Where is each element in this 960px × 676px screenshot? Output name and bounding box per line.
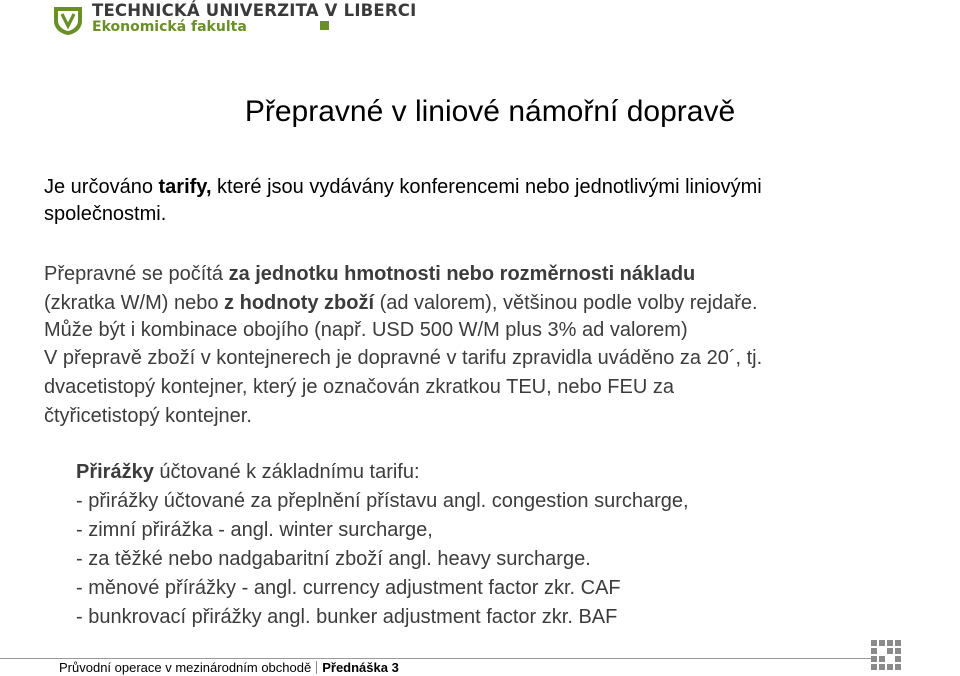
footer-course: Průvodní operace v mezinárodním obchodě (59, 660, 312, 675)
slide-title: Přepravné v liniové námořní dopravě (244, 95, 736, 128)
p2-line-5: dvacetistopý kontejner, který je označován zkratkou TEU, nebo FEU za (44, 376, 674, 398)
p1-line-1: Je určováno tarify, které jsou vydávány konferencemi nebo jednotlivými liniovými (44, 176, 762, 198)
p1-line-2: společnostmi. (44, 203, 167, 225)
surcharge-item: - bunkrovací přirážky angl. bunker adjustment factor zkr. BAF (76, 606, 618, 628)
footer-lecture: Přednáška 3 (322, 660, 399, 675)
surcharge-item: - zimní přirážka - angl. winter surcharge, (76, 519, 433, 541)
faculty-name: Ekonomická fakulta (92, 19, 247, 35)
footer (59, 660, 399, 676)
surcharge-item: - přirážky účtované za přeplnění přístavu angl. congestion surcharge, (76, 490, 689, 512)
surcharge-item: - měnové přírážky - angl. currency adjustment factor zkr. CAF (76, 577, 621, 599)
university-name: TECHNICKÁ UNIVERZITA V LIBERCI (92, 1, 417, 20)
p2-line-1: Přepravné se počítá za jednotku hmotnosti nebo rozměrnosti nákladu (44, 263, 696, 285)
p2-line-2: (zkratka W/M) nebo z hodnoty zboží (ad valorem), většinou podle volby rejdaře. (44, 292, 758, 314)
p2-line-6: čtyřicetistopý kontejner. (44, 405, 252, 427)
grid-logo-icon (871, 640, 903, 672)
surcharges-heading: Přirážky účtované k základnímu tarifu: (76, 461, 420, 483)
logo-square-icon (320, 21, 329, 30)
footer-separator (316, 661, 317, 674)
surcharge-item: - za těžké nebo nadgabaritní zboží angl. heavy surcharge. (76, 548, 591, 570)
p2-line-3: Může být i kombinace obojího (např. USD 500 W/M plus 3% ad valorem) (44, 319, 688, 341)
university-logo-icon (52, 4, 84, 36)
p2-line-4: V přepravě zboží v kontejnerech je dopravné v tarifu zpravidla uváděno za 20´, tj. (44, 347, 763, 369)
footer-divider (0, 658, 874, 659)
